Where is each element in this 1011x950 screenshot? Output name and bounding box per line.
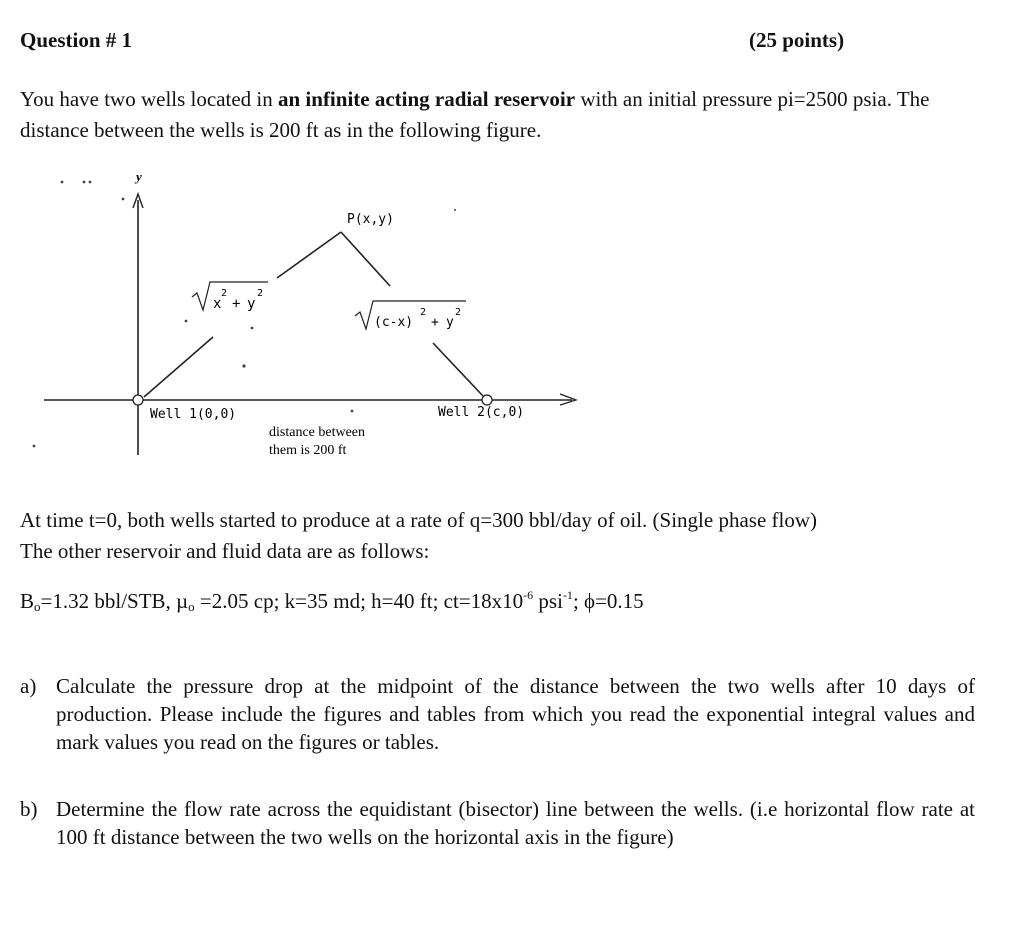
svg-text:y: y	[247, 296, 256, 312]
y-axis-label: y	[136, 169, 142, 184]
well-diagram	[0, 160, 600, 465]
distance-note-line-1: distance between	[269, 425, 366, 440]
intro-text-start: You have two wells located in	[20, 87, 278, 111]
svg-text:y: y	[446, 315, 454, 330]
question-b-label: b)	[20, 797, 38, 821]
distance-note-line-2: them is 200 ft	[269, 443, 347, 458]
question-a-text: Calculate the pressure drop at the midpoint of the distance between the two wells after 10 days of production. Please include the figures and tables from which you read the exponential integral values and mark values you read on the figures or tables.	[56, 674, 975, 754]
distance-line-well1-upper	[277, 232, 341, 278]
well-2-label: Well 2(c,0)	[438, 405, 525, 420]
intro-bold-phrase: an infinite acting radial reservoir	[278, 87, 576, 111]
rate-sentence: At time t=0, both wells started to produce at a rate of q=300 bbl/day of oil. (Single phase flow)	[20, 508, 818, 532]
distance-formula-2	[355, 301, 466, 330]
well-1-label: Well 1(0,0)	[150, 407, 237, 422]
well-2-marker	[482, 395, 492, 405]
distance-line-well2-segment	[433, 343, 483, 396]
svg-text:2: 2	[455, 307, 462, 318]
reservoir-data: $B_o=1.32$ bbl/STB, µ$_o$ =2.05 cp; k=35 md; h=40 ft; $ct=18x10^{-6}$ psi$^{-1}$; ϕ=0.15	[20, 588, 644, 614]
intro-paragraph	[20, 84, 995, 146]
intro-text-end: with an initial pressure pi=2500 psia. The distance between the wells is 200 ft as in the following figure.	[20, 87, 930, 142]
y-axis	[133, 194, 143, 455]
question-points: (25 points)	[749, 28, 845, 52]
question-a	[20, 672, 975, 756]
question-a-label: a)	[20, 674, 37, 698]
svg-text:(c-x): (c-x)	[374, 315, 414, 330]
svg-text:2: 2	[221, 288, 228, 299]
distance-line-well1-segment	[144, 337, 213, 397]
svg-text:x: x	[213, 296, 222, 312]
distance-formula-1	[192, 282, 268, 312]
svg-text:+: +	[232, 296, 241, 312]
svg-text:2: 2	[257, 288, 264, 299]
question-title: Question # 1	[20, 28, 133, 52]
x-axis	[44, 394, 576, 405]
distance-line-well2-upper	[341, 232, 390, 286]
data-intro-sentence: The other reservoir and fluid data are as follows:	[20, 539, 430, 563]
question-b-text: Determine the flow rate across the equidistant (bisector) line between the wells. (i.e horizontal flow rate at 100 ft distance between the two wells on the horizontal axis in the figure)	[56, 797, 975, 849]
point-label: P(x,y)	[347, 212, 394, 227]
well-1-marker	[133, 395, 143, 405]
svg-text:2: 2	[420, 307, 427, 318]
question-b	[20, 795, 975, 851]
svg-text:+: +	[431, 315, 439, 330]
reservoir-description	[20, 505, 995, 567]
